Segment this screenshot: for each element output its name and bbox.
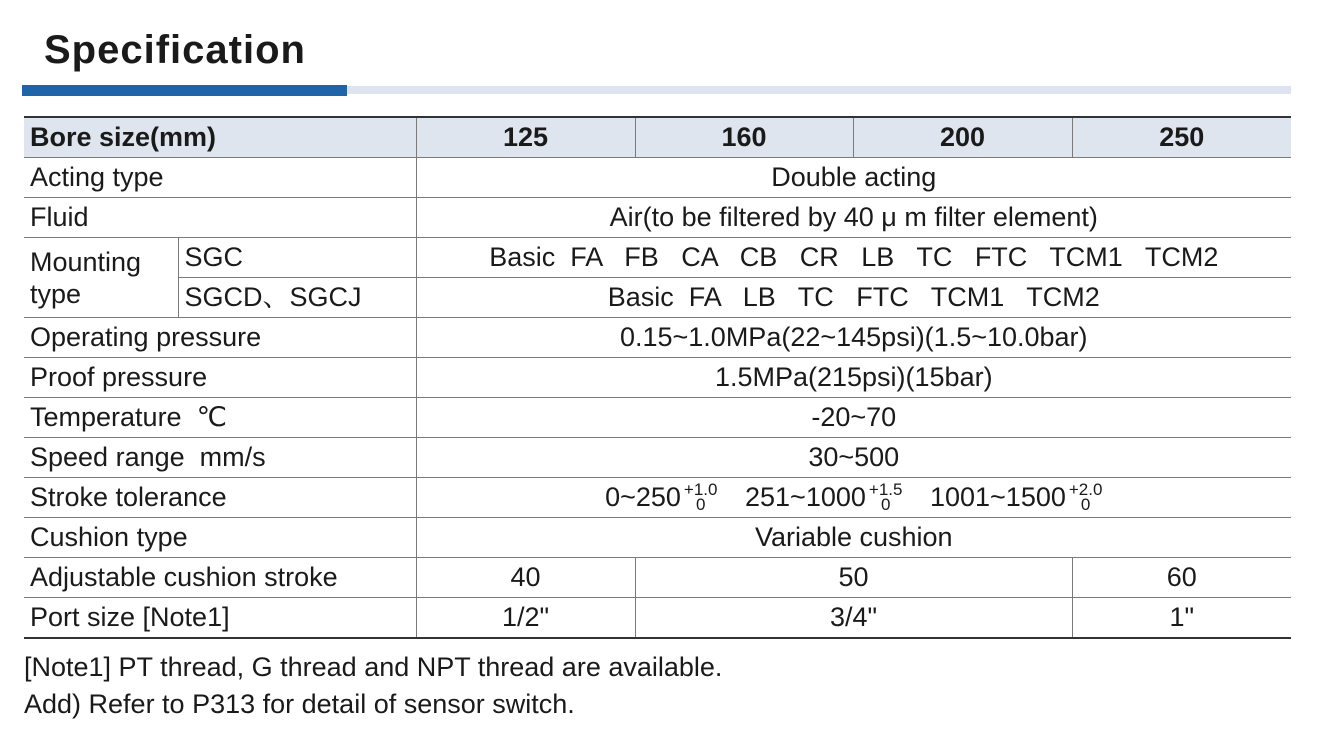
mounting-sgc-value: Basic FA FB CA CB CR LB TC FTC TCM1 TCM2: [416, 238, 1291, 278]
tolerance-range: 0~250: [605, 482, 681, 512]
operating-pressure-label: Operating pressure: [24, 318, 416, 358]
fluid-label: Fluid: [24, 198, 416, 238]
table-header-row: [24, 117, 1291, 158]
cushion-type-value: Variable cushion: [416, 518, 1291, 558]
port-size-160-200: 3/4": [635, 598, 1072, 639]
table-row: [24, 158, 1291, 198]
adjustable-cushion-125: 40: [416, 558, 635, 598]
mounting-type-label-line1: Mounting: [30, 246, 142, 277]
speed-range-label: Speed range mm/s: [24, 438, 416, 478]
operating-pressure-value: 0.15~1.0MPa(22~145psi)(1.5~10.0bar): [416, 318, 1291, 358]
tolerance-lower: 0: [695, 494, 706, 514]
bore-200: 200: [853, 117, 1072, 158]
mounting-sgcd-value: Basic FA LB TC FTC TCM1 TCM2: [416, 278, 1291, 318]
speed-range-value: 30~500: [416, 438, 1291, 478]
tolerance-lower: 0: [880, 494, 891, 514]
table-row: [24, 198, 1291, 238]
table-row: [24, 518, 1291, 558]
adjustable-cushion-250: 60: [1072, 558, 1291, 598]
table-row: [24, 318, 1291, 358]
stroke-tolerance-label: Stroke tolerance: [24, 478, 416, 518]
mounting-type-label-line2: type: [30, 278, 82, 309]
table-row: [24, 278, 1291, 318]
tolerance-upper: +1.5: [868, 479, 903, 499]
page-title: Specification: [44, 28, 306, 72]
bore-160: 160: [635, 117, 853, 158]
cushion-type-label: Cushion type: [24, 518, 416, 558]
table-row: [24, 438, 1291, 478]
port-size-250: 1": [1072, 598, 1291, 639]
title-accent-rule: [22, 85, 347, 96]
note-thread: [Note1] PT thread, G thread and NPT thread are available.: [24, 652, 723, 682]
mounting-sgc-label: SGC: [178, 238, 416, 278]
tolerance-upper: +1.0: [683, 479, 718, 499]
title-divider-rule: [347, 86, 1291, 94]
tolerance-range: 1001~1500: [929, 482, 1066, 512]
stroke-tolerance-value: [416, 478, 1291, 518]
acting-type-label: Acting type: [24, 158, 416, 198]
table-row: [24, 358, 1291, 398]
tolerance-item: [745, 478, 902, 517]
tolerance-upper: +2.0: [1068, 479, 1103, 499]
tolerance-range: 251~1000: [745, 482, 866, 512]
table-row: [24, 238, 1291, 278]
port-size-label: Port size [Note1]: [24, 598, 416, 639]
port-size-125: 1/2": [416, 598, 635, 639]
bore-125: 125: [416, 117, 635, 158]
tolerance-item: [605, 478, 717, 517]
adjustable-cushion-160-200: 50: [635, 558, 1072, 598]
acting-type-value: Double acting: [416, 158, 1291, 198]
mounting-sgcd-label: SGCD、SGCJ: [178, 278, 416, 318]
temperature-label: Temperature ℃: [24, 398, 416, 438]
table-row: [24, 478, 1291, 518]
proof-pressure-label: Proof pressure: [24, 358, 416, 398]
tolerance-lower: 0: [1080, 494, 1091, 514]
bore-250: 250: [1072, 117, 1291, 158]
temperature-value: -20~70: [416, 398, 1291, 438]
specification-table: [24, 116, 1291, 639]
bore-size-label: Bore size(mm): [24, 117, 416, 158]
table-row: [24, 558, 1291, 598]
table-row: [24, 598, 1291, 639]
tolerance-item: [930, 478, 1102, 517]
proof-pressure-value: 1.5MPa(215psi)(15bar): [416, 358, 1291, 398]
table-row: [24, 398, 1291, 438]
mounting-type-label: [24, 238, 178, 318]
fluid-value: Air(to be filtered by 40 μ m filter element): [416, 198, 1291, 238]
note-sensor-switch: Add) Refer to P313 for detail of sensor switch.: [24, 689, 575, 719]
adjustable-cushion-label: Adjustable cushion stroke: [24, 558, 416, 598]
